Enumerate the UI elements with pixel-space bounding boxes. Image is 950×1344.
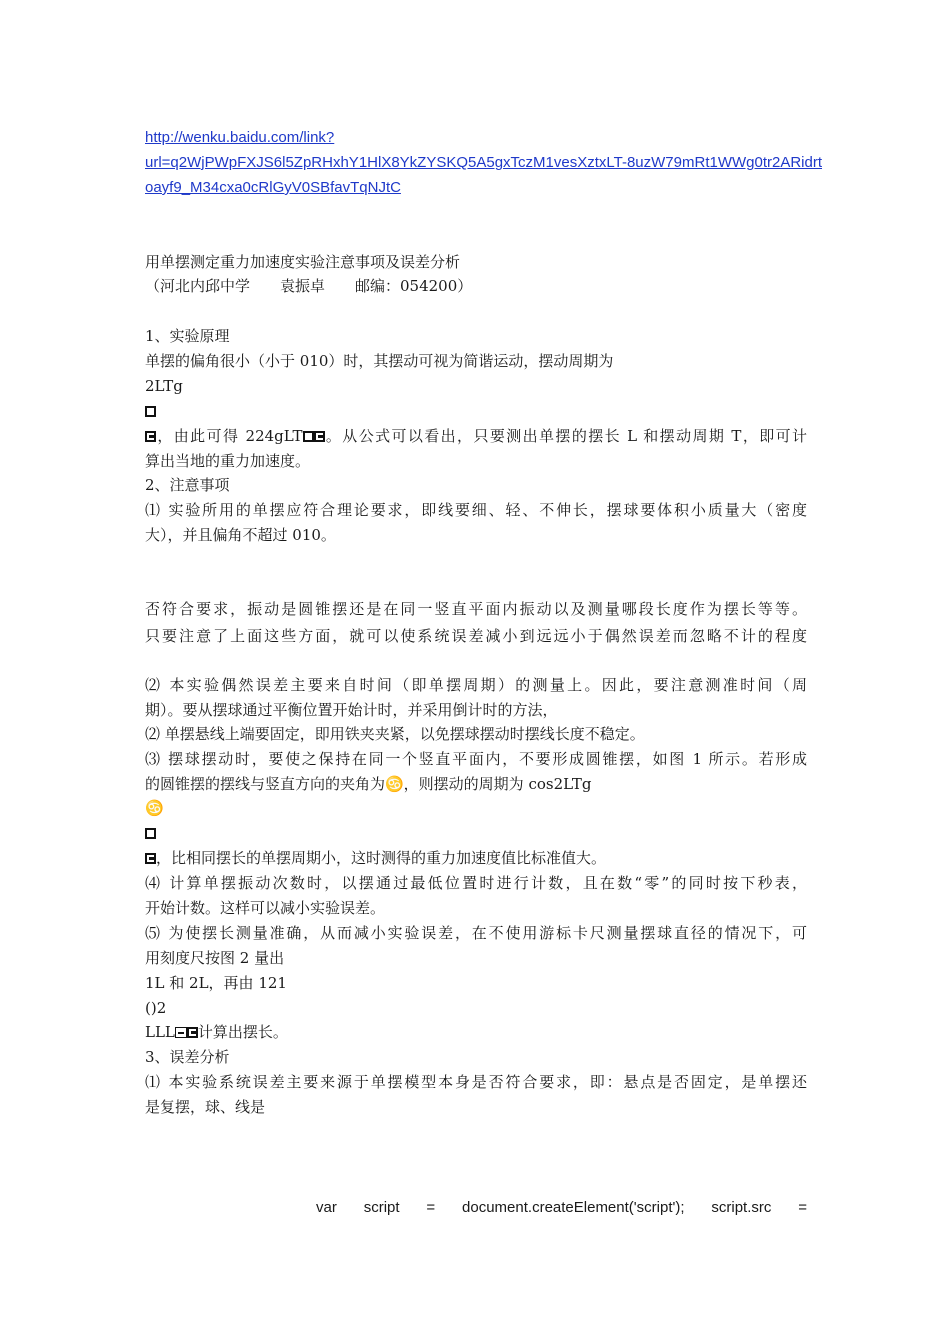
missing-glyph-icon [314,431,325,442]
paragraph: 的圆锥摆的摆线与竖直方向的夹角为♋，则摆动的周期为 cos2LTg [145,775,592,793]
paragraph: 单摆的偏角很小（小于 010）时，其摆动可视为简谐运动，摆动周期为 [145,352,614,370]
code-token: script.src [711,1199,772,1216]
code-token: = [426,1199,436,1216]
code-token: = [798,1199,807,1216]
paragraph: ⑵ 单摆悬线上端要固定，即用铁夹夹紧，以免摆球摆动时摆线长度不稳定。 [145,725,645,743]
missing-glyph-icon [145,853,156,864]
text-fragment: ，比相同摆长的单摆周期小，这时测得的重力加速度值比标准值大。 [156,849,607,867]
section-3-heading: 3、误差分析 [145,1048,230,1066]
paragraph: ⑴ 本实验系统误差主要来源于单摆模型本身是否符合要求，即：悬点是否固定，是单摆还 [145,1073,807,1091]
section-2-heading: 2、注意事项 [145,476,230,494]
paragraph: 只要注意了上面这些方面，就可以使系统误差减小到远远小于偶然误差而忽略不计的程度 [145,627,807,645]
missing-glyph-icon [145,406,156,417]
text-fragment: 计算出摆长。 [197,1023,288,1041]
paragraph: ⑶ 摆球摆动时，要使之保持在同一个竖直平面内，不要形成圆锥摆，如图 1 所示。若形成 [145,750,807,768]
paragraph: 算出当地的重力加速度。 [145,452,311,470]
missing-glyph-icon [187,1027,198,1038]
missing-glyph-icon [145,828,156,839]
formula-fragment: ()2 [145,999,167,1017]
code-token: var [316,1199,337,1216]
paragraph: ⑷ 计算单摆振动次数时，以摆通过最低位置时进行计数，且在数“零”的同时按下秒表， [145,874,807,892]
paragraph: 用刻度尺按图 2 量出 [145,949,285,967]
script-code-line [316,1195,807,1220]
paragraph: 否符合要求，振动是圆锥摆还是在同一竖直平面内振动以及测量哪段长度作为摆长等等。 [145,600,807,618]
text-fragment: ，由此可得 224gLT [156,427,303,445]
code-token: document.createElement('script'); [462,1199,685,1216]
paragraph: 是复摆，球、线是 [145,1098,266,1116]
source-link-line-3[interactable]: oayf9_M34cxa0cRlGyV0SBfavTqNJtC [145,179,401,196]
paragraph: ⑸ 为使摆长测量准确，从而减小实验误差，在不使用游标卡尺测量摆球直径的情况下，可 [145,924,807,942]
missing-glyph-icon [303,431,314,442]
paragraph: 开始计数。这样可以减小实验误差。 [145,899,386,917]
author-line: （河北内邱中学 袁振卓 邮编：054200） [145,277,473,295]
missing-glyph-line [145,821,807,846]
formula-fragment: 2LTg [145,377,183,395]
source-link-line-2[interactable]: url=q2WjPWpFXJS6l5ZpRHxhY1HlX8YkZYSKQ5A5gxTczM1vesXztxLT-8uzW79mRt1WWg0tr2ARidrt [145,154,823,171]
missing-glyph-line [145,399,807,424]
paragraph: 期）。要从摆球通过平衡位置开始计时，并采用倒计时的方法， [145,701,558,719]
paragraph [145,1020,807,1045]
section-1-heading: 1、实验原理 [145,327,230,345]
missing-glyph-icon [175,1027,187,1038]
paragraph: ⑵ 本实验偶然误差主要来自时间（即单摆周期）的测量上。因此，要注意测准时间（周 [145,676,807,694]
missing-glyph-icon [145,431,156,442]
source-link-line-1[interactable]: http://wenku.baidu.com/link? [145,129,335,146]
text-fragment: 。从公式可以看出，只要测出单摆的摆长 L 和摆动周期 T，即可计 [324,427,807,445]
code-token: script [363,1199,400,1216]
formula-fragment: 1L 和 2L，再由 121 [145,974,287,992]
paragraph: ⑴ 实验所用的单摆应符合理论要求，即线要细、轻、不伸长，摆球要体积小质量大（密度 [145,501,807,519]
paragraph [145,846,807,871]
document-title: 用单摆测定重力加速度实验注意事项及误差分析 [145,253,461,271]
paragraph [145,424,807,449]
text-fragment: LLL [145,1023,175,1041]
paragraph: 大），并且偏角不超过 010。 [145,526,336,544]
formula-fragment: ♋ [145,799,164,817]
